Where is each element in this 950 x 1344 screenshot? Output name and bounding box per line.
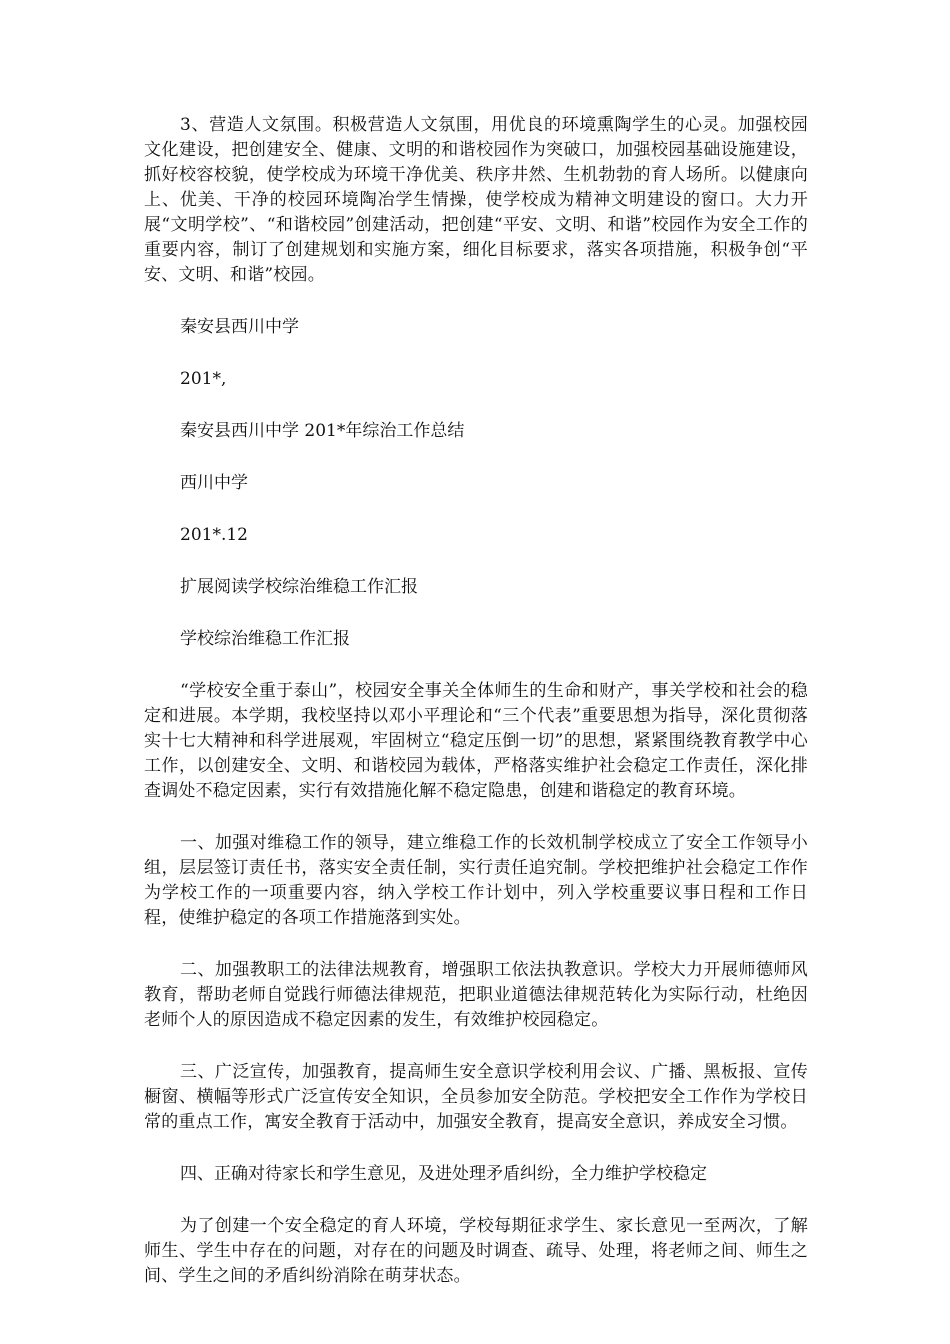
signature-date: 201*, [180, 369, 227, 389]
paragraph-section-4: 为了创建一个安全稳定的育人环境，学校每期征求学生、家长意见一至两次，了解师生、学生中存在的问题，对存在的问题及时调查、疏导、处理，将老师之间、师生之间、学生之间的矛盾纠纷消除在萌芽状态。 [144, 1216, 808, 1286]
paragraph-intro: “学校安全重于泰山”，校园安全事关全体师生的生命和财产，事关学校和社会的稳定和进展。本学期，我校坚持以邓小平理论和“三个代表”重要思想为指导，深化贯彻落实十七大精神和科学进展观，牢固树立“稳定压倒一切”的思想，紧紧围绕教育教学中心工作，以创建安全、文明、和谐校园为载体，严格落实维护社会稳定工作责任，深化排查调处不稳定因素，实行有效措施化解不稳定隐患，创建和谐稳定的教育环境。 [144, 681, 808, 801]
section-4-heading: 四、正确对待家长和学生意见，及进处理矛盾纠纷，全力维护学校稳定 [180, 1164, 707, 1184]
paragraph-campus-culture: 3、营造人文氛围。积极营造人文氛围，用优良的环境熏陶学生的心灵。加强校园文化建设，把创建安全、健康、文明的和谐校园作为突破口，加强校园基础设施建设，抓好校容校貌，使学校成为环境干净优美、秩序井然、生机勃勃的育人场所。以健康向上、优美、干净的校园环境陶冶学生情操，使学校成为精神文明建设的窗口。大力开展“文明学校”、“和谐校园”创建活动，把创建“平安、文明、和谐”校园作为安全工作的重要内容，制订了创建规划和实施方案，细化目标要求，落实各项措施，积极争创“平安、文明、和谐”校园。 [144, 115, 808, 285]
extended-reading-heading: 扩展阅读学校综治维稳工作汇报 [180, 577, 418, 597]
report-title: 学校综治维稳工作汇报 [180, 629, 350, 649]
signature-school-name: 秦安县西川中学 [180, 317, 299, 337]
paragraph-section-3: 三、广泛宣传，加强教育，提高师生安全意识学校利用会议、广播、黑板报、宣传橱窗、横幅等形式广泛宣传安全知识，全员参加安全防范。学校把安全工作作为学校日常的重点工作，寓安全教育于活动中，加强安全教育，提高安全意识，养成安全习惯。 [144, 1062, 808, 1132]
signature-school-short: 西川中学 [180, 473, 248, 493]
document-title-summary: 秦安县西川中学 201*年综治工作总结 [180, 421, 465, 441]
signature-date-month: 201*.12 [180, 525, 248, 545]
document-page [144, 113, 808, 1316]
paragraph-section-1: 一、加强对维稳工作的领导，建立维稳工作的长效机制学校成立了安全工作领导小组，层层签订责任书，落实安全责任制，实行责任追究制。学校把维护社会稳定工作作为学校工作的一项重要内容，纳入学校工作计划中，列入学校重要议事日程和工作日程，使维护稳定的各项工作措施落到实处。 [144, 833, 808, 928]
paragraph-section-2: 二、加强教职工的法律法规教育，增强职工依法执教意识。学校大力开展师德师风教育，帮助老师自觉践行师德法律规范，把职业道德法律规范转化为实际行动，杜绝因老师个人的原因造成不稳定因素的发生，有效维护校园稳定。 [144, 960, 808, 1030]
